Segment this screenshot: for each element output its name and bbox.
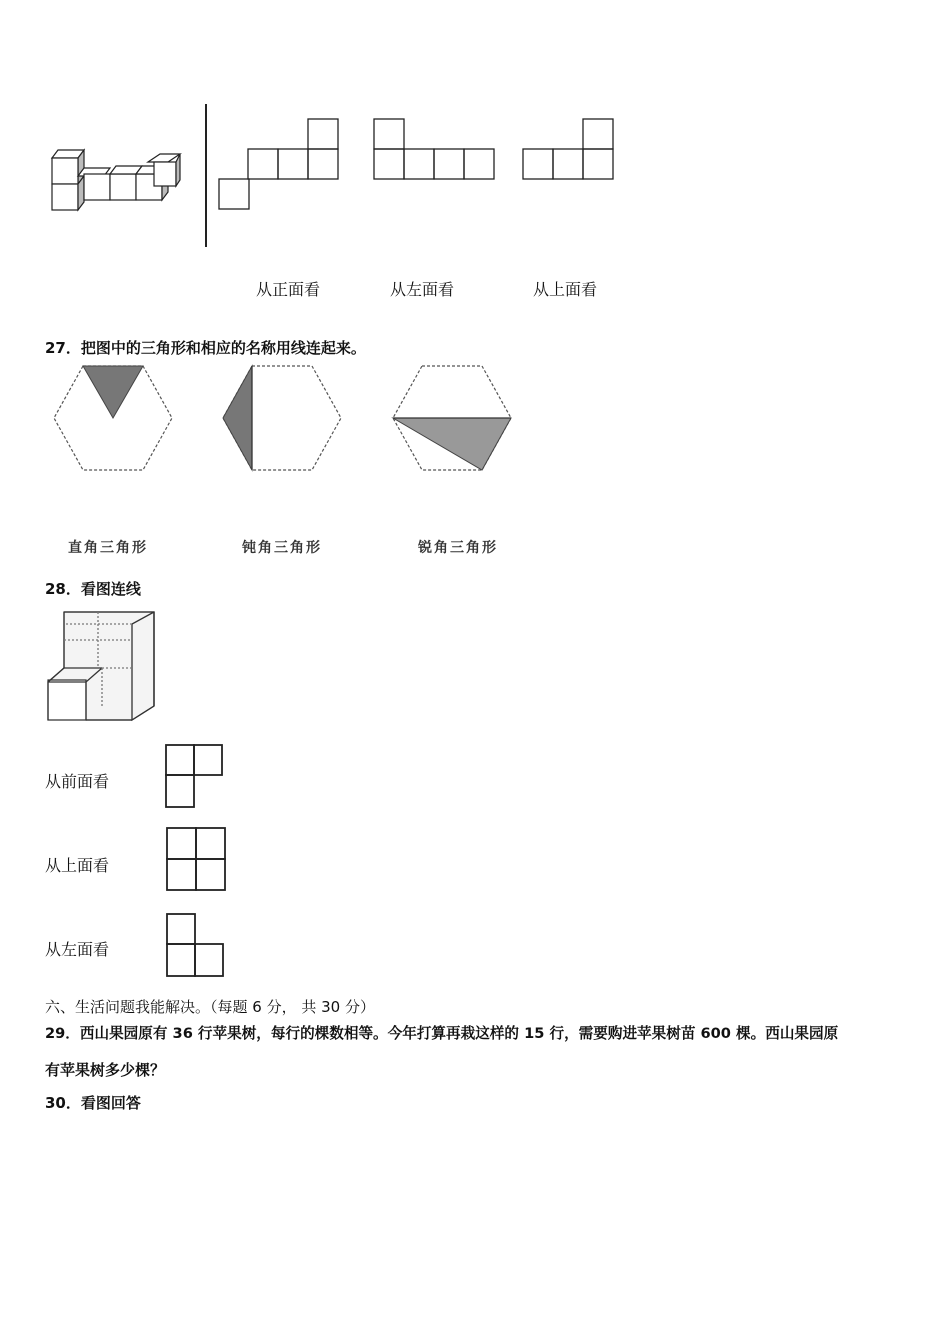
triangle-name-obtuse: 钝角三角形 bbox=[242, 540, 322, 556]
left-view-grid bbox=[373, 118, 495, 180]
view-label-top: 从上面看 bbox=[533, 280, 598, 299]
divider-line bbox=[205, 104, 207, 247]
hexagon-acute-triangle bbox=[52, 364, 174, 472]
cube-stack-figure bbox=[48, 150, 188, 215]
front-view-grid bbox=[218, 118, 340, 210]
view-label-front: 从正面看 bbox=[256, 280, 321, 299]
question-28-title: 28．看图连线 bbox=[45, 580, 141, 598]
question-29-line2: 有苹果树多少棵？ bbox=[45, 1061, 166, 1079]
solid-block-figure bbox=[46, 610, 158, 725]
view-label-top-28: 从上面看 bbox=[45, 856, 110, 875]
question-29-line1: 29．西山果园原有 36 行苹果树，每行的棵数相等。今年打算再栽这样的 15 行，需要购进苹果树苗 600 棵。西山果园原 bbox=[45, 1025, 839, 1042]
triangle-name-right: 直角三角形 bbox=[68, 540, 148, 556]
question-27-title: 27．把图中的三角形和相应的名称用线连起来。 bbox=[45, 339, 366, 357]
hexagon-obtuse-triangle bbox=[391, 364, 513, 472]
front-view-option bbox=[164, 743, 224, 809]
hexagon-right-triangle bbox=[221, 364, 343, 472]
top-view-option bbox=[165, 826, 227, 892]
view-label-left-28: 从左面看 bbox=[45, 940, 110, 959]
top-view-grid bbox=[522, 118, 614, 180]
view-label-left: 从左面看 bbox=[390, 280, 455, 299]
question-30-title: 30．看图回答 bbox=[45, 1094, 141, 1112]
section-6-heading: 六、生活问题我能解决。（每题 6 分， 共 30 分） bbox=[45, 998, 375, 1016]
left-view-option bbox=[165, 912, 225, 978]
view-label-front-28: 从前面看 bbox=[45, 772, 110, 791]
triangle-name-acute: 锐角三角形 bbox=[418, 540, 498, 556]
